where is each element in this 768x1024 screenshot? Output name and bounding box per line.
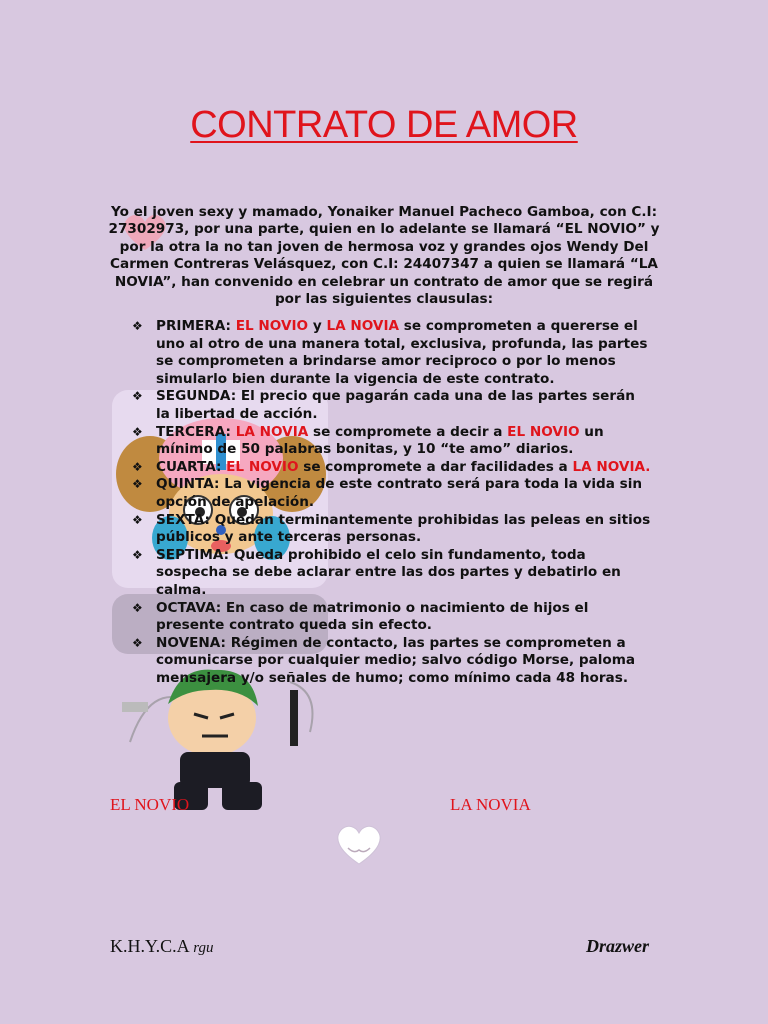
diamond-bullet-icon: ❖	[132, 635, 143, 650]
clause-cuarta: ❖ CUARTA: EL NOVIO se compromete a dar facilidades a LA NOVIA.	[132, 458, 651, 475]
clause-septima: ❖ SEPTIMA: Queda prohibido el celo sin fundamento, toda sospecha se debe aclarar entre las dos partes y debatirlo en calma.	[132, 546, 621, 598]
page-title: CONTRATO DE AMOR	[190, 104, 578, 146]
diamond-bullet-icon: ❖	[132, 459, 143, 474]
clause-sexta: ❖ SEXTA: Quedan terminantemente prohibidas las peleas en sitios públicos y ante terceras personas.	[132, 511, 651, 546]
footer-author-left: K.H.Y.C.A rgu	[110, 936, 214, 956]
diamond-bullet-icon: ❖	[132, 512, 143, 527]
clause-segunda: ❖ SEGUNDA: El precio que pagarán cada una de las partes serán la libertad de acción.	[132, 388, 635, 422]
heart-hands-icon	[334, 824, 384, 866]
signature-novio: EL NOVIO	[110, 795, 190, 814]
clause-primera: ❖ PRIMERA: EL NOVIO y LA NOVIA se comprometen a quererse el uno al otro de una manera total, exclusiva, profunda, las partes se comprometen a brindarse amor reciproco o por lo menos simularlo bien durante la vigencia de este contrato.	[132, 318, 648, 387]
diamond-bullet-icon: ❖	[132, 319, 143, 333]
clause-octava: ❖ OCTAVA: En caso de matrimonio o nacimiento de hijos el presente contrato queda sin efecto.	[132, 599, 589, 634]
footer-author-right: Drazwer	[586, 936, 650, 956]
contract-intro: Yo el joven sexy y mamado, Yonaiker Manuel Pacheco Gamboa, con C.I: 27302973, por una parte, quien en lo adelante se llamará “EL NOVIO” y por la otra la no tan joven de hermosa voz y grandes ojos Wendy Del Carmen Contreras Velásquez, con C.I: 24407347 a quien se llamará “LA NOVIA”, han convenido en celebrar un contrato de amor que se regirá por las siguientes clausulas:	[108, 204, 660, 308]
signature-novia: LA NOVIA	[450, 795, 531, 814]
diamond-bullet-icon: ❖	[132, 600, 143, 615]
diamond-bullet-icon: ❖	[132, 389, 143, 404]
diamond-bullet-icon: ❖	[132, 477, 143, 492]
diamond-bullet-icon: ❖	[132, 424, 143, 439]
clause-tercera: ❖ TERCERA: LA NOVIA se compromete a decir a EL NOVIO un mínimo de 50 palabras bonitas, y 10 “te amo” diarios.	[132, 423, 604, 458]
clause-novena: ❖ NOVENA: Régimen de contacto, las partes se comprometen a comunicarse por cualquier medio; salvo código Morse, paloma mensajera y/o señales de humo; como mínimo cada 48 horas.	[132, 634, 636, 686]
clause-quinta: ❖ QUINTA: La vigencia de este contrato será para toda la vida sin opción de apelación.	[132, 476, 643, 510]
diamond-bullet-icon: ❖	[132, 547, 143, 562]
clause-list	[132, 318, 652, 687]
